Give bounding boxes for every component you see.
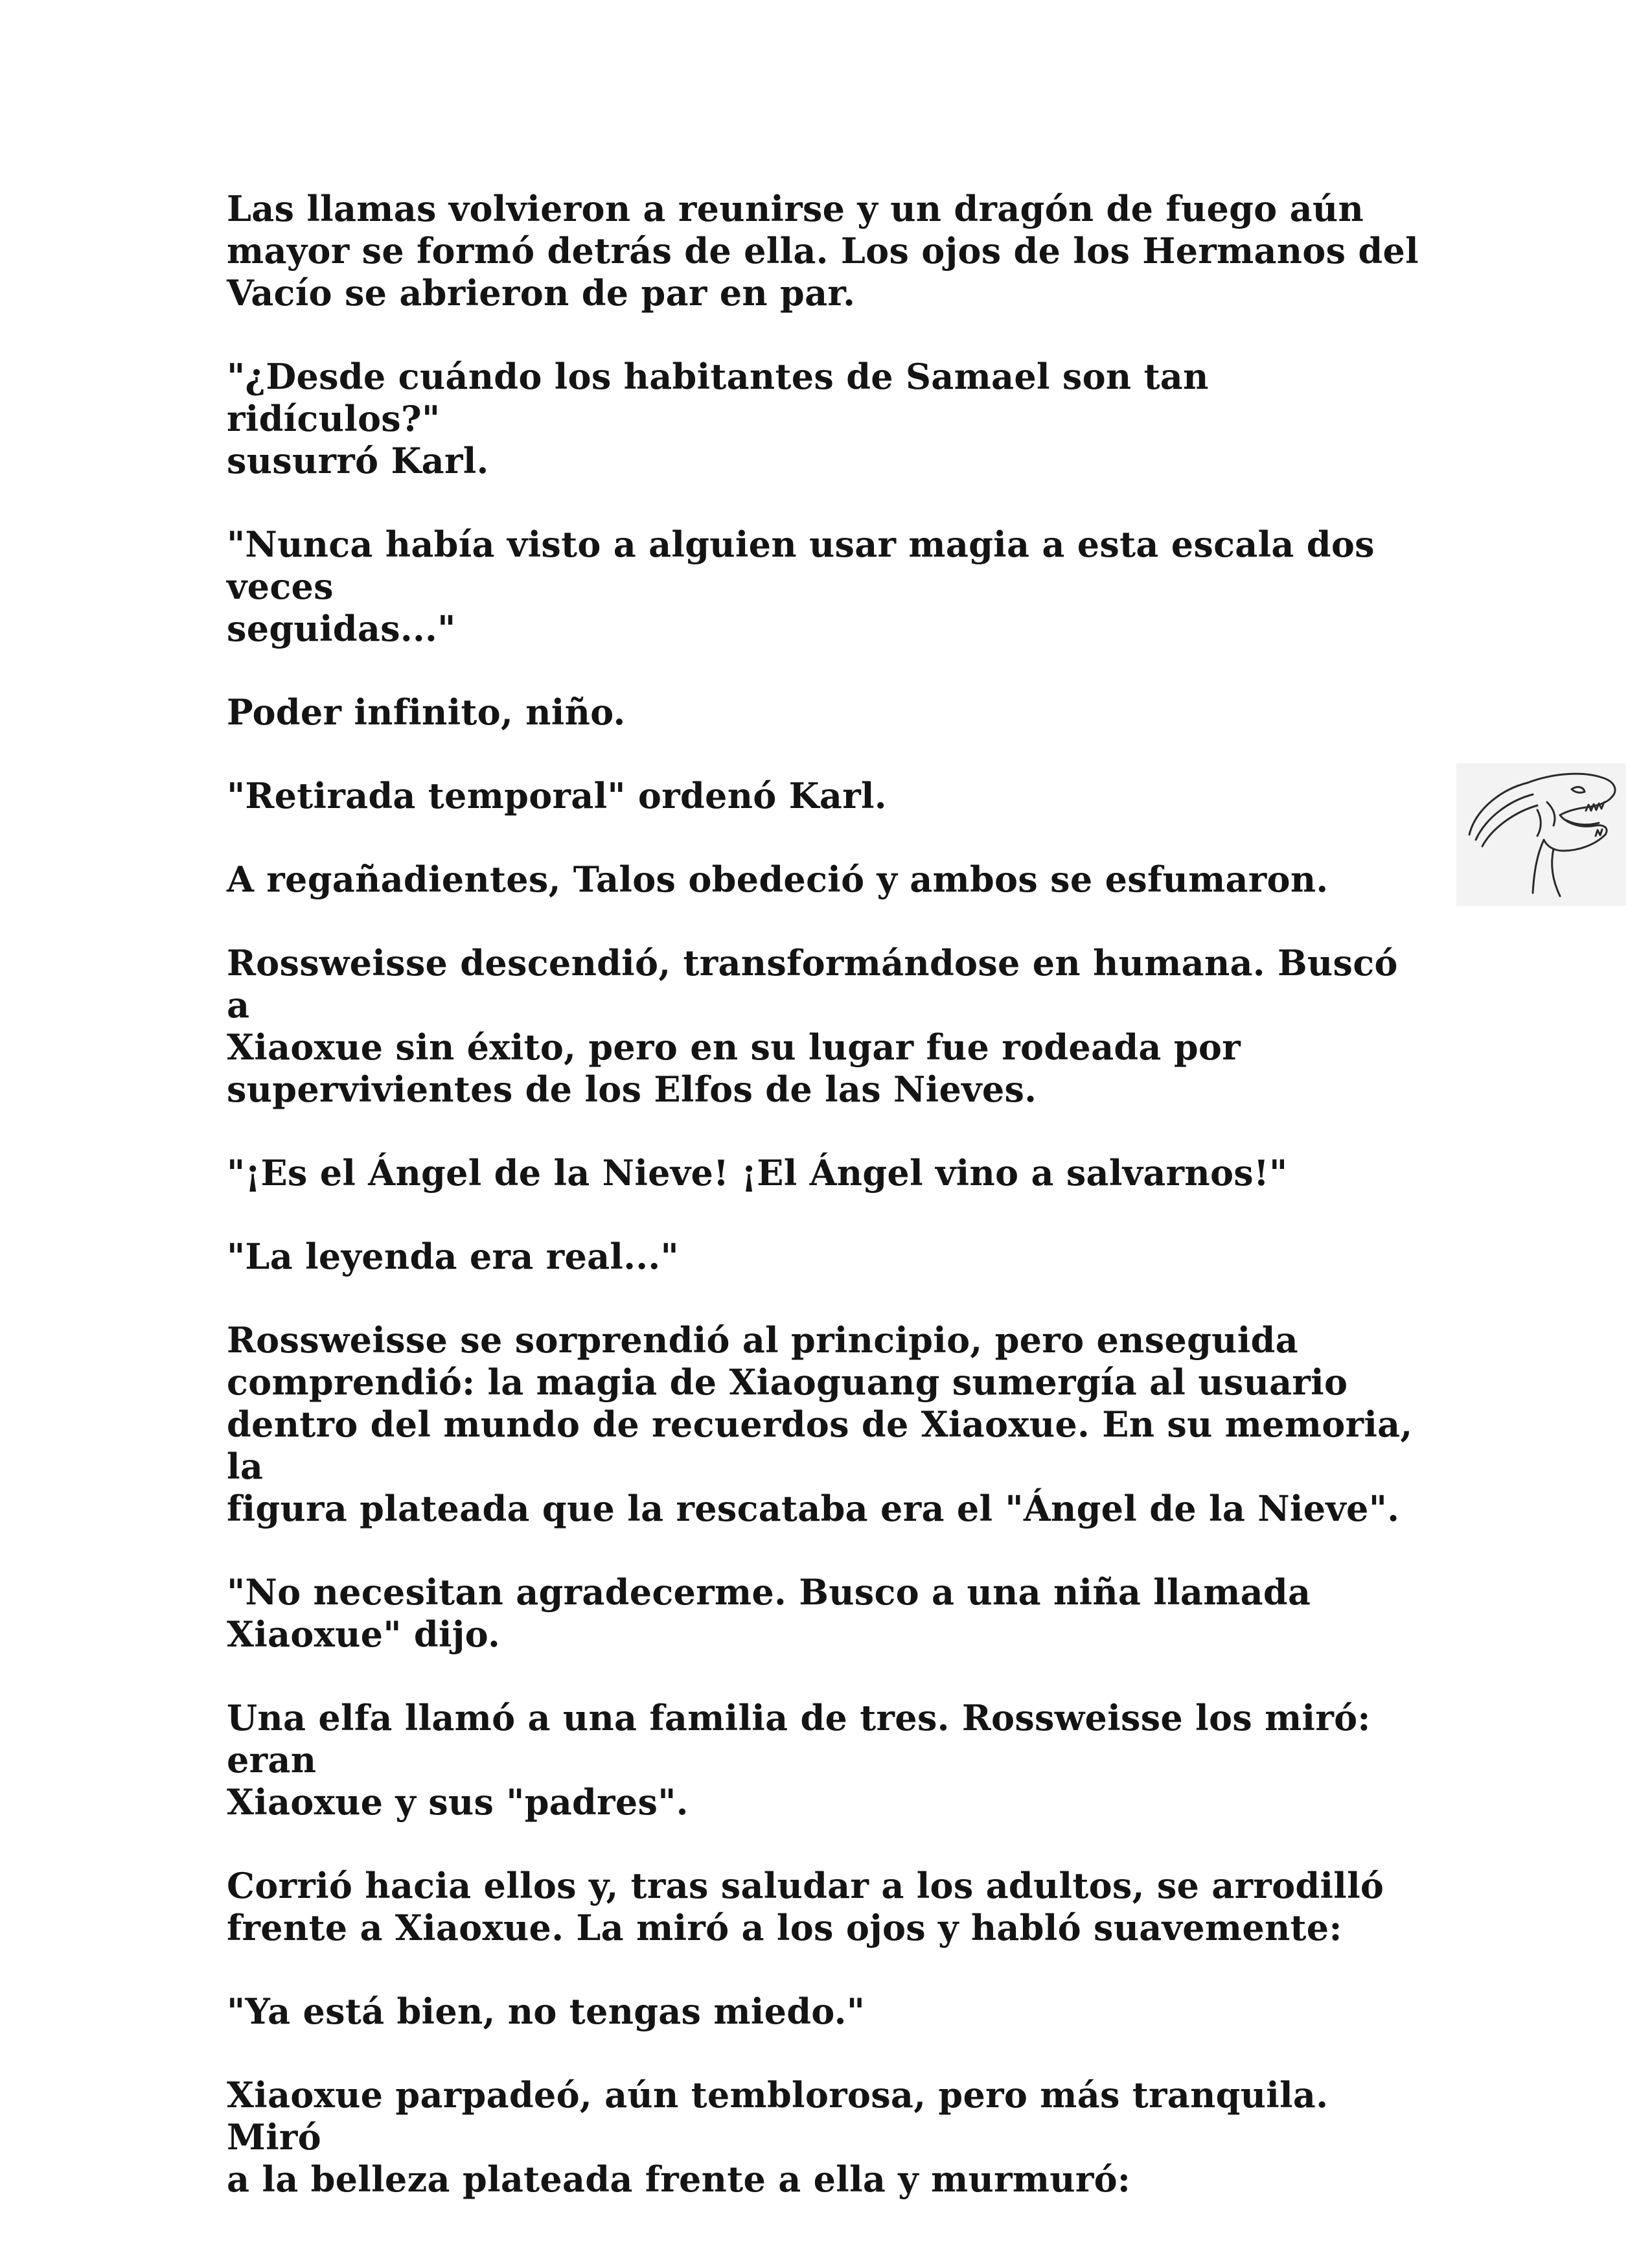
paragraph: "Retirada temporal" ordenó Karl. <box>227 775 887 816</box>
paragraph: Las llamas volvieron a reunirse y un dragón de fuego aún mayor se formó detrás de ella. Los ojos de los Hermanos del Vacío se abrieron de par en par. <box>227 188 1419 314</box>
paragraph: Rossweisse descendió, transformándose en humana. Buscó a Xiaoxue sin éxito, pero en su lugar fue rodeada por supervivientes de los Elfos de las Nieves. <box>227 942 1398 1110</box>
paragraph: Xiaoxue parpadeó, aún temblorosa, pero más tranquila. Miró a la belleza plateada frente a ella y murmuró: <box>227 2074 1329 2200</box>
paragraph: "No necesitan agradecerme. Busco a una niña llamada Xiaoxue" dijo. <box>227 1571 1311 1655</box>
paragraph: Rossweisse se sorprendió al principio, pero enseguida comprendió: la magia de Xiaoguang sumergía al usuario dentro del mundo de recuerdos de Xiaoxue. En su memoria, la figura plateada que la rescataba era el "Ángel de la Nieve". <box>227 1319 1413 1529</box>
paragraph: "La leyenda era real..." <box>227 1236 679 1277</box>
paragraph: A regañadientes, Talos obedeció y ambos se esfumaron. <box>227 859 1329 900</box>
paragraph: "¡Es el Ángel de la Nieve! ¡El Ángel vino a salvarnos!" <box>227 1152 1288 1194</box>
paragraph: Una elfa llamó a una familia de tres. Rossweisse los miró: eran Xiaoxue y sus "padres". <box>227 1697 1371 1823</box>
paragraph: "¿Desde cuándo los habitantes de Samael son tan ridículos?" susurró Karl. <box>227 356 1209 481</box>
paragraph: Corrió hacia ellos y, tras saludar a los adultos, se arrodilló frente a Xiaoxue. La miró a los ojos y habló suavemente: <box>227 1865 1384 1948</box>
dinosaur-head-sketch-icon <box>1456 763 1626 906</box>
paragraph: "Nunca había visto a alguien usar magia a esta escala dos veces seguidas..." <box>227 524 1375 649</box>
paragraph: Poder infinito, niño. <box>227 691 626 733</box>
paragraph: "Ya está bien, no tengas miedo." <box>227 1991 866 2032</box>
story-text <box>227 188 1425 2242</box>
